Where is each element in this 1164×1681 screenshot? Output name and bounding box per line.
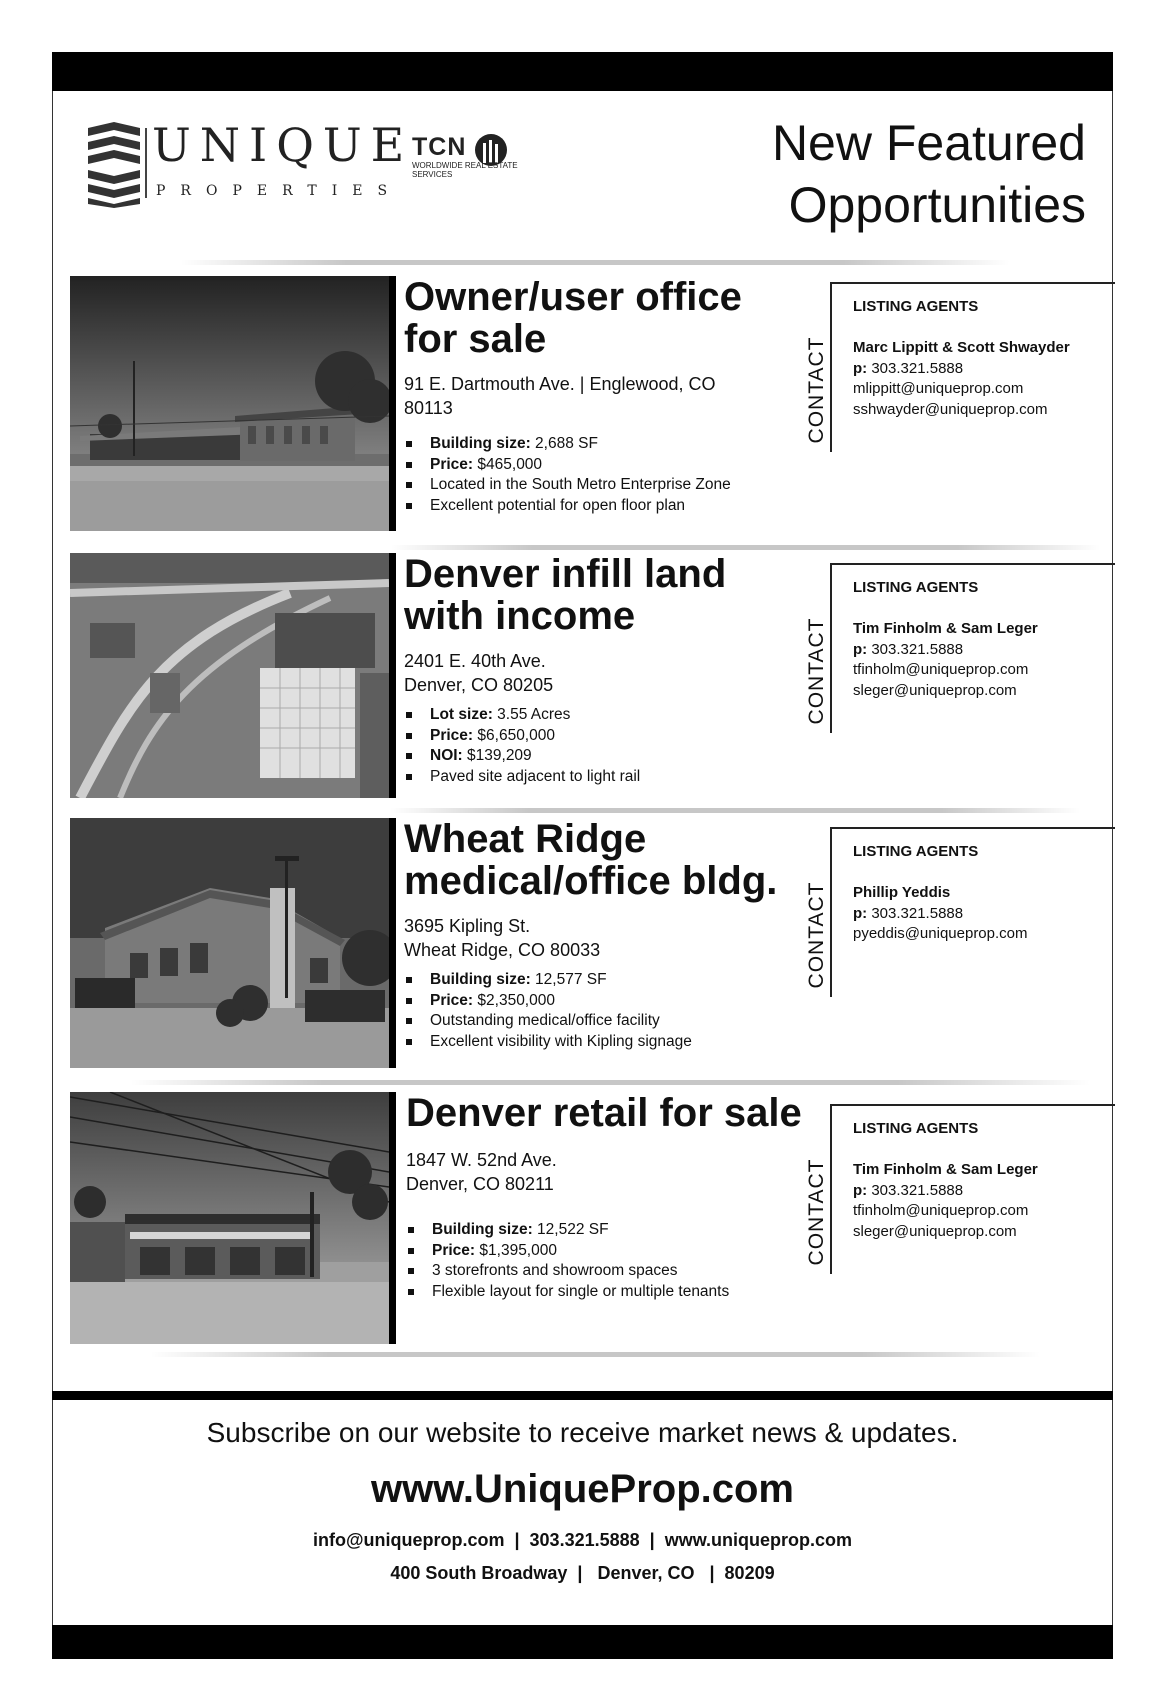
address-line: Wheat Ridge, CO 80033 [404, 940, 601, 960]
listing-title-line: Wheat Ridge [404, 817, 647, 861]
agent-names: Phillip Yeddis [853, 884, 951, 901]
aerial-land-photo [70, 553, 389, 798]
listing-bullets [404, 970, 844, 1052]
contact-details [853, 619, 1038, 701]
bullet-label: Building size: [432, 1221, 533, 1238]
listing-bullets [404, 705, 844, 787]
bullet-value: Located in the South Metro Enterprise Zone [430, 476, 731, 493]
agent-phone [853, 1181, 1038, 1202]
bullet-item [404, 746, 844, 767]
listing-title-line: Denver retail for sale [406, 1091, 802, 1135]
contact-vertical-label: CONTACT [805, 617, 828, 725]
bullet-value: 12,522 SF [532, 1221, 609, 1238]
address-line: Denver, CO 80205 [404, 675, 554, 695]
tcn-partner-logo [412, 133, 532, 179]
listing-info [406, 1092, 846, 1302]
tcn-wordmark: TCN [412, 133, 467, 161]
bullet-item [406, 1261, 846, 1282]
listing-card [70, 818, 1110, 1068]
top-black-bar [52, 52, 1113, 91]
address-line: 2401 E. 40th Ave. [404, 651, 546, 671]
agent-email-link[interactable]: sleger@uniqueprop.com [853, 681, 1017, 699]
bullet-label: Building size: [430, 435, 531, 452]
bullet-item [406, 1282, 846, 1303]
address-line: 91 E. Dartmouth Ave. | Englewood, CO [404, 374, 716, 394]
office-building-photo [70, 276, 389, 531]
agent-names: Marc Lippitt & Scott Shwayder [853, 339, 1070, 356]
section-divider [150, 1352, 1040, 1357]
logo-subtitle: PROPERTIES [156, 183, 403, 199]
listing-title-line: medical/office bldg. [404, 859, 778, 903]
bullet-value: $2,350,000 [473, 991, 555, 1009]
phone-label: p: [853, 1181, 868, 1199]
listing-info [404, 553, 844, 787]
listing-agents-heading: LISTING AGENTS [853, 298, 979, 315]
bullet-value: Outstanding medical/office facility [430, 1012, 660, 1029]
contact-box [805, 827, 1110, 997]
listing-info [404, 276, 844, 516]
bullet-value: 3 storefronts and showroom spaces [432, 1262, 678, 1279]
listing-title [406, 1092, 846, 1134]
headline-line-2: Opportunities [788, 177, 1086, 233]
agent-email-link[interactable]: sleger@uniqueprop.com [853, 1222, 1017, 1240]
section-divider [390, 545, 1100, 550]
bullet-item [404, 970, 844, 991]
listing-title [404, 553, 844, 637]
bullet-value: $1,395,000 [475, 1241, 557, 1259]
listing-title-line: Denver infill land [404, 552, 727, 596]
agent-email-link[interactable]: tfinholm@uniqueprop.com [853, 661, 1029, 678]
bullet-value: $6,650,000 [473, 726, 555, 744]
listing-title [404, 818, 844, 902]
retail-building-photo [70, 1092, 389, 1344]
bullet-value: 12,577 SF [530, 971, 607, 988]
phone-number: 303.321.5888 [867, 1181, 964, 1199]
listing-photo [70, 818, 396, 1068]
agent-email-link[interactable]: sshwayder@uniqueprop.com [853, 400, 1048, 418]
contact-vertical-label: CONTACT [805, 336, 828, 444]
bullet-value: 2,688 SF [530, 435, 598, 452]
agent-email-link[interactable]: mlippitt@uniqueprop.com [853, 380, 1024, 397]
agent-phone [853, 359, 1070, 380]
phone-number: 303.321.5888 [867, 359, 964, 377]
bullet-value: $465,000 [473, 455, 543, 473]
contact-vertical-label: CONTACT [805, 881, 828, 989]
footer-separator-bar [52, 1391, 1113, 1400]
section-divider [130, 1080, 1090, 1085]
contact-details [853, 338, 1070, 420]
bullet-value: Excellent potential for open floor plan [430, 496, 686, 514]
listing-card [70, 276, 1110, 531]
agent-names: Tim Finholm & Sam Leger [853, 1161, 1038, 1178]
listing-address [404, 649, 844, 697]
agent-phone [853, 904, 1028, 925]
address-line: 400 South Broadway | Denver, CO | 80209 [390, 1563, 775, 1583]
listing-address [404, 372, 844, 420]
listing-address [406, 1148, 846, 1196]
listing-title [404, 276, 844, 360]
bullet-item [404, 455, 844, 476]
listing-agents-heading: LISTING AGENTS [853, 843, 979, 860]
listing-info [404, 818, 844, 1052]
listing-photo [70, 276, 396, 531]
bullet-label: Price: [430, 726, 474, 744]
listing-agents-heading: LISTING AGENTS [853, 579, 979, 596]
bullet-item [404, 1032, 844, 1053]
listing-bullets [404, 434, 844, 516]
bullet-value: $139,209 [462, 747, 532, 764]
page-headline [772, 112, 1086, 236]
agent-email-link[interactable]: tfinholm@uniqueprop.com [853, 1202, 1029, 1219]
phone-number: 303.321.5888 [867, 904, 964, 922]
logo-wordmark: UNIQUE [152, 118, 414, 172]
bullet-item [406, 1220, 846, 1241]
bullet-label: Price: [430, 991, 474, 1009]
listing-agents-heading: LISTING AGENTS [853, 1120, 979, 1137]
bullet-label: Price: [432, 1241, 476, 1259]
bullet-item [406, 1241, 846, 1262]
contact-vertical-label: CONTACT [805, 1158, 828, 1266]
bullet-value: Flexible layout for single or multiple tenants [432, 1282, 730, 1300]
bullet-item [404, 1011, 844, 1032]
address-line: 80113 [404, 398, 453, 418]
bullet-item [404, 496, 844, 517]
bullet-label: NOI: [430, 747, 463, 764]
medical-building-photo [70, 818, 389, 1068]
chevron-stack-icon [88, 122, 140, 208]
logo-divider [145, 128, 147, 198]
bullet-item [404, 434, 844, 455]
bullet-item [404, 991, 844, 1012]
contact-box [805, 563, 1110, 733]
subscribe-text: Subscribe on our website to receive market news & updates. [206, 1417, 959, 1448]
website-link[interactable]: www.UniqueProp.com [371, 1467, 794, 1511]
listing-address [404, 914, 844, 962]
bullet-item [404, 767, 844, 788]
contact-box [805, 1104, 1110, 1274]
agent-phone [853, 640, 1038, 661]
section-divider [390, 808, 1080, 813]
bullet-item [404, 475, 844, 496]
bullet-item [404, 726, 844, 747]
listing-bullets [406, 1220, 846, 1302]
phone-label: p: [853, 904, 868, 922]
listing-title-line: with income [404, 594, 636, 638]
contact-box [805, 282, 1110, 452]
bullet-label: Price: [430, 455, 474, 473]
listing-card [70, 553, 1110, 798]
bottom-black-bar [52, 1625, 1113, 1659]
phone-label: p: [853, 359, 868, 377]
bullet-label: Building size: [430, 971, 531, 988]
bullet-item [404, 705, 844, 726]
listing-photo [70, 553, 396, 798]
bullet-value: Paved site adjacent to light rail [430, 767, 641, 785]
contact-line: info@uniqueprop.com | 303.321.5888 | www.uniqueprop.com [312, 1530, 853, 1550]
listing-photo [70, 1092, 396, 1344]
address-line: 3695 Kipling St. [404, 916, 531, 936]
address-line: Denver, CO 80211 [406, 1174, 554, 1194]
listing-card [70, 1092, 1110, 1344]
headline-line-1: New Featured [771, 115, 1086, 171]
phone-number: 303.321.5888 [867, 640, 964, 658]
bullet-value: 3.55 Acres [492, 706, 571, 723]
section-divider [180, 260, 1010, 265]
tcn-subtitle: WORLDWIDE REAL ESTATE SERVICES [412, 161, 518, 179]
agent-names: Tim Finholm & Sam Leger [853, 620, 1038, 637]
listing-title-line: Owner/user office [404, 275, 742, 319]
contact-details [853, 883, 1028, 945]
phone-label: p: [853, 640, 868, 658]
agent-email-link[interactable]: pyeddis@uniqueprop.com [853, 925, 1028, 942]
bullet-value: Excellent visibility with Kipling signage [430, 1032, 692, 1050]
bullet-label: Lot size: [430, 706, 493, 723]
listing-title-line: for sale [404, 317, 547, 361]
address-line: 1847 W. 52nd Ave. [406, 1150, 557, 1170]
contact-details [853, 1160, 1038, 1242]
